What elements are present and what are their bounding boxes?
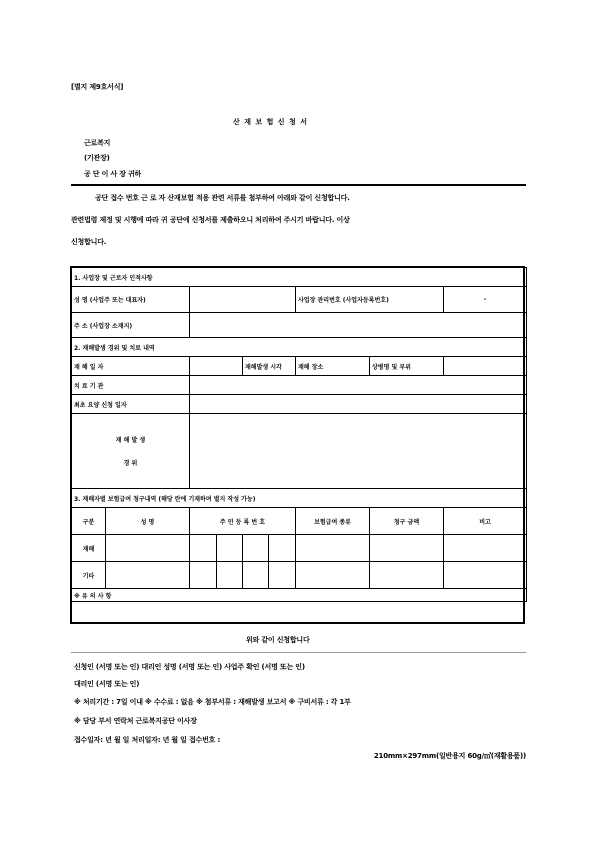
address-label: 주 소 (사업장 소재지) (72, 313, 190, 338)
injury-field[interactable] (444, 357, 527, 376)
accident-description-label-a: 재 해 발 생 (115, 437, 146, 444)
recipient-line-1: 근로복지 (84, 139, 111, 147)
grid-row-1-id-d[interactable] (269, 535, 296, 562)
intro-line-1: 공단 접수 번호 근 로 자 산재보험 적용 관련 서류를 첨부하여 아래와 같이 신청합니다. (95, 194, 350, 202)
treatment-row (72, 376, 527, 395)
accident-description-label (72, 414, 190, 489)
section-2-row (72, 338, 527, 357)
section-3-row (72, 489, 527, 508)
section-1-label: 1. 사업장 및 근로자 인적사항 (72, 268, 527, 287)
document-title: 산 재 보 험 신 청 서 (233, 118, 308, 126)
grid-row-2-id-a[interactable] (190, 562, 217, 589)
grid-header-note: 비고 (444, 508, 527, 535)
representative-label: 성 명 (사업주 또는 대표자) (72, 287, 190, 313)
paper-spec: 210mm×297mm(일반용지 60g/㎡(재활용품)) (373, 752, 526, 760)
header-divider (71, 184, 526, 186)
treatment-label: 치 료 기 관 (72, 376, 190, 395)
accident-description-row (72, 414, 527, 489)
accident-date-field[interactable] (190, 357, 243, 376)
grid-row-1 (72, 535, 527, 562)
injury-label: 상병명 및 부위 (370, 357, 444, 376)
grid-row-1-note[interactable] (444, 535, 527, 562)
application-form (71, 267, 527, 602)
grid-header-name: 성 명 (106, 508, 190, 535)
accident-description-field[interactable] (190, 414, 527, 489)
grid-header-id: 주 민 등 록 번 호 (190, 508, 296, 535)
signature-heading: 위와 같이 신청합니다 (246, 636, 310, 644)
signature-line-4: ※ 담당 부서 연락처 근로복지공단 이사장 (74, 717, 197, 725)
grid-row-1-id-c[interactable] (243, 535, 269, 562)
accident-place-label: 재해 장소 (296, 357, 370, 376)
first-request-row (72, 395, 527, 414)
grid-header-row (72, 508, 527, 535)
accident-description-label-b: 경 위 (123, 460, 138, 467)
grid-row-2-name[interactable] (106, 562, 190, 589)
treatment-field[interactable] (190, 376, 527, 395)
first-request-label: 최초 요양 신청 일자 (72, 395, 190, 414)
grid-row-1-id-b[interactable] (217, 535, 243, 562)
signature-line-2: 대리인 (서명 또는 인) (74, 680, 140, 688)
grid-row-2-id-c[interactable] (243, 562, 269, 589)
grid-header-amount: 청구 금액 (370, 508, 444, 535)
grid-row-1-id-a[interactable] (190, 535, 217, 562)
grid-row-2-benefit[interactable] (296, 562, 370, 589)
grid-row-2-amount[interactable] (370, 562, 444, 589)
accident-time-label: 재해발생 시각 (243, 357, 296, 376)
first-request-field[interactable] (190, 395, 527, 414)
grid-row-2-id-d[interactable] (269, 562, 296, 589)
grid-row-2 (72, 562, 527, 589)
grid-row-2-note[interactable] (444, 562, 527, 589)
notes-label: ※ 유 의 사 항 (72, 589, 527, 602)
signature-divider (71, 652, 526, 653)
recipient-line-3: 공 단 이 사 장 귀하 (84, 170, 142, 178)
section-1-row (72, 268, 527, 287)
intro-line-3: 신청합니다. (71, 238, 107, 246)
grid-row-1-label: 재해 (72, 535, 106, 562)
intro-line-2: 관련법령 제정 및 시행에 따라 귀 공단에 신청서를 제출하오니 처리하여 주시기 바랍니다. 이상 (71, 216, 350, 224)
representative-row (72, 287, 527, 313)
grid-row-1-name[interactable] (106, 535, 190, 562)
business-number-label: 사업장 관리번호 (사업자등록번호) (296, 287, 444, 313)
grid-header-type: 구분 (72, 508, 106, 535)
signature-line-1: 신청인 (서명 또는 인) 대리인 성명 (서명 또는 인) 사업주 확인 (서명 또는 인) (74, 663, 305, 671)
address-row (72, 313, 527, 338)
section-3-label: 3. 재해자별 보험급여 청구내역 (해당 란에 기재하며 별지 작성 가능) (72, 489, 527, 508)
address-field[interactable] (190, 313, 527, 338)
accident-date-row (72, 357, 527, 376)
section-2-label: 2. 재해발생 경위 및 치료 내역 (72, 338, 527, 357)
notes-row (72, 589, 527, 602)
grid-row-2-id-b[interactable] (217, 562, 243, 589)
grid-row-1-amount[interactable] (370, 535, 444, 562)
business-number-field[interactable]: - (444, 287, 527, 313)
grid-header-benefit: 보험급여 종류 (296, 508, 370, 535)
signature-line-5: 접수일자: 년 월 일 처리일자: 년 월 일 접수번호 : (74, 736, 221, 744)
document-code: [별지 제9호서식] (71, 83, 124, 91)
grid-row-1-benefit[interactable] (296, 535, 370, 562)
representative-name-field[interactable] (190, 287, 296, 313)
grid-row-2-label: 기타 (72, 562, 106, 589)
accident-date-label: 재 해 일 자 (72, 357, 190, 376)
signature-line-3: ※ 처리기간 : 7일 이내 ※ 수수료 : 없음 ※ 첨부서류 : 재해발생 보고서 ※ 구비서류 : 각 1부 (74, 698, 351, 706)
recipient-line-2: (기관장) (84, 154, 110, 162)
